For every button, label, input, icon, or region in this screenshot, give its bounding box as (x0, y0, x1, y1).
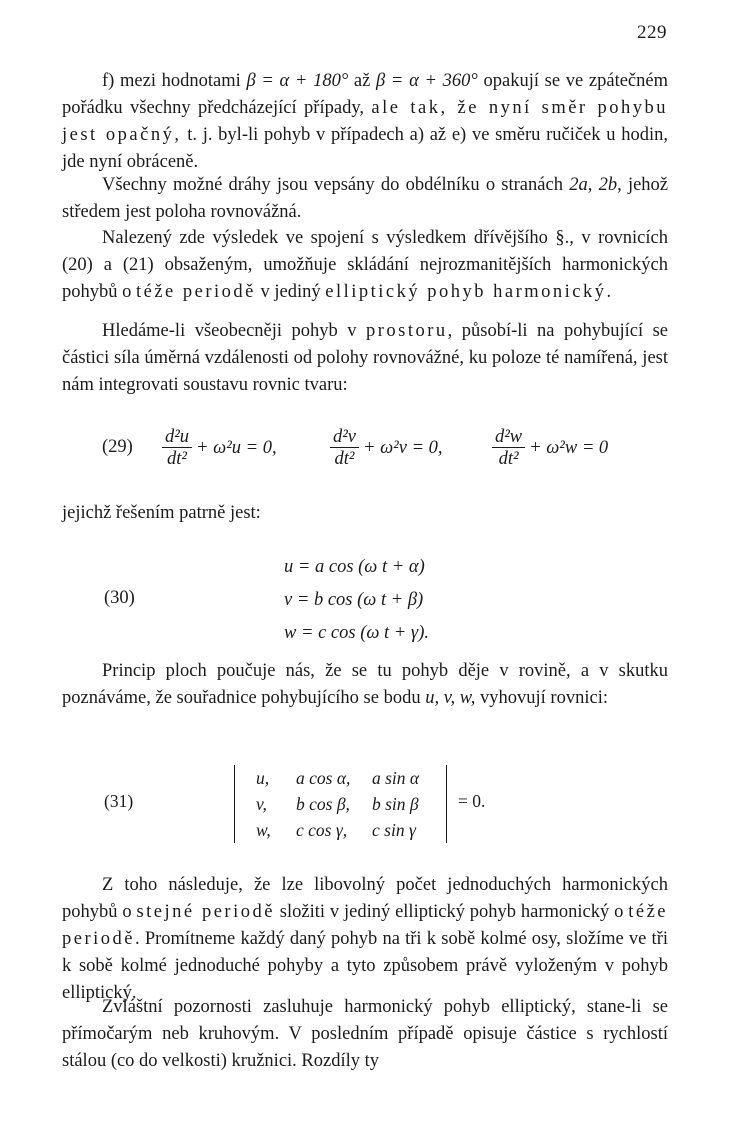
det-cell: b sin β (372, 794, 419, 814)
spaced-emphasis: téže periodě (62, 902, 669, 949)
text-run: Nalezený zde výsledek ve spojení s výsledkem dřívějšího §., v rovnicích (20) a (21) obsaženým, umožňuje skládání nejrozmanitějších harmonických pohybů o (62, 228, 668, 302)
paragraph-z-toho (62, 872, 668, 1007)
text-run: Hledáme-li všeobecněji pohyb v (102, 321, 366, 341)
text-run: . (606, 282, 612, 302)
text-run: , působí-li na pohybující se částici síla úměrná vzdálenosti od polohy rovnovážné, ku poloze té namířená, jest nám integrovati soustavu rovnic tvaru: (62, 321, 668, 395)
paragraph-f (62, 68, 668, 176)
text-run: Z toho následuje, že lze libovolný počet jednoduchých harmonických pohybů o (62, 875, 668, 922)
det-cell: w, (256, 820, 271, 840)
determinant-bar-right (446, 765, 447, 843)
det-cell: u, (256, 768, 270, 788)
text-run: . Promítneme každý daný pohyb na tři k sobě kolmé osy, složíme ve tři k sobě kolmé jednoduché pohyby a tyto způsobem právě vyloženým v pohyb elliptický. (62, 929, 668, 1003)
fraction: $\frac{\text{d²w}}{\text{dt²}}$ (492, 427, 525, 470)
text-run: , (587, 175, 599, 195)
fraction: $\frac{\text{d²v}}{\text{dt²}}$ (330, 427, 359, 470)
det-cell: b cos β, (296, 794, 350, 814)
math-inline: u, v, w, (425, 688, 476, 708)
paragraph-princip (62, 658, 668, 712)
equation-number-31: (31) (104, 791, 134, 811)
page-number: 229 (637, 22, 667, 43)
spaced-emphasis: elliptický pohyb harmonický (325, 282, 607, 302)
text-run: až (348, 71, 377, 91)
determinant-bar-left (234, 765, 235, 843)
paragraph-zvlastni: Zvláštní pozornosti zasluhuje harmonický pohyb elliptický, stane-li se přímočarým neb kruhovým. V posledním případě opisuje částice s rychlostí stálou (co do velkosti) kružnici. Rozdíly ty (62, 997, 668, 1071)
text-run: , jehož středem jest poloha rovnovážná. (62, 175, 669, 222)
spaced-emphasis: ale tak, že nyní směr pohybu jest opačný, (62, 98, 668, 145)
math-inline: 2a (569, 175, 588, 195)
text-after-29: jejichž řešením patrně jest: (62, 503, 261, 523)
det-cell: c cos γ, (296, 820, 348, 840)
eq29-term-u: $\frac{\text{d²u}}{\text{dt²}}$ + ω²u = 0, (162, 424, 277, 472)
text-run: Všechny možné dráhy jsou vepsány do obdélníku o stranách (102, 175, 570, 195)
eq29-term-v: $\frac{\text{d²v}}{\text{dt²}}$ + ω²v = 0, (330, 424, 443, 472)
math-inline: β = α + 180° (246, 71, 349, 91)
equation-29 (162, 424, 742, 474)
equation-30 (62, 552, 662, 652)
text-run: opakují se ve zpátečném pořádku všechny předcházející případy, (62, 71, 668, 118)
equation-number-30: (30) (104, 588, 135, 608)
fraction: $\frac{\text{d²u}}{\text{dt²}}$ (162, 427, 192, 470)
math-inline: β = α + 360° (376, 71, 478, 91)
text-run: vyhovují rovnici: (475, 688, 608, 708)
det-cell: a sin α (372, 768, 420, 788)
spaced-emphasis: stejné periodě (136, 902, 275, 922)
eq30-line-v: v = b cos (ω t + β) (284, 590, 424, 610)
text-run: v jediný (255, 282, 326, 302)
paragraph-nalezeny (62, 225, 668, 306)
eq30-line-w: w = c cos (ω t + γ). (284, 623, 429, 643)
text-run: f) mezi hodnotami (102, 71, 247, 91)
paragraph-hledame (62, 318, 668, 399)
text-run: t. j. byl-li pohyb v případech a) až e) ve směru ručiček u hodin, jde nyní obráceně. (62, 125, 668, 172)
eq30-line-u: u = a cos (ω t + α) (284, 557, 425, 577)
math-inline: 2b (598, 175, 618, 195)
equation-number-29: (29) (102, 437, 133, 457)
equation-31 (62, 765, 662, 845)
det-rhs: = 0. (458, 791, 486, 811)
text-run: složiti v jediný elliptický pohyb harmonický o (274, 902, 629, 922)
det-cell: a cos α, (296, 768, 351, 788)
spaced-emphasis: prostoru (365, 321, 448, 341)
eq29-term-w: $\frac{\text{d²w}}{\text{dt²}}$ + ω²w = 0 (492, 424, 608, 472)
text-run: Princip ploch poučuje nás, že se tu pohyb děje v rovině, a v skutku poznáváme, že souřadnice pohybujícího se bodu (62, 661, 668, 708)
det-cell: c sin γ (372, 820, 416, 840)
paragraph-drahy (62, 172, 668, 226)
det-cell: v, (256, 794, 267, 814)
spaced-emphasis: téže periodě (136, 282, 256, 302)
